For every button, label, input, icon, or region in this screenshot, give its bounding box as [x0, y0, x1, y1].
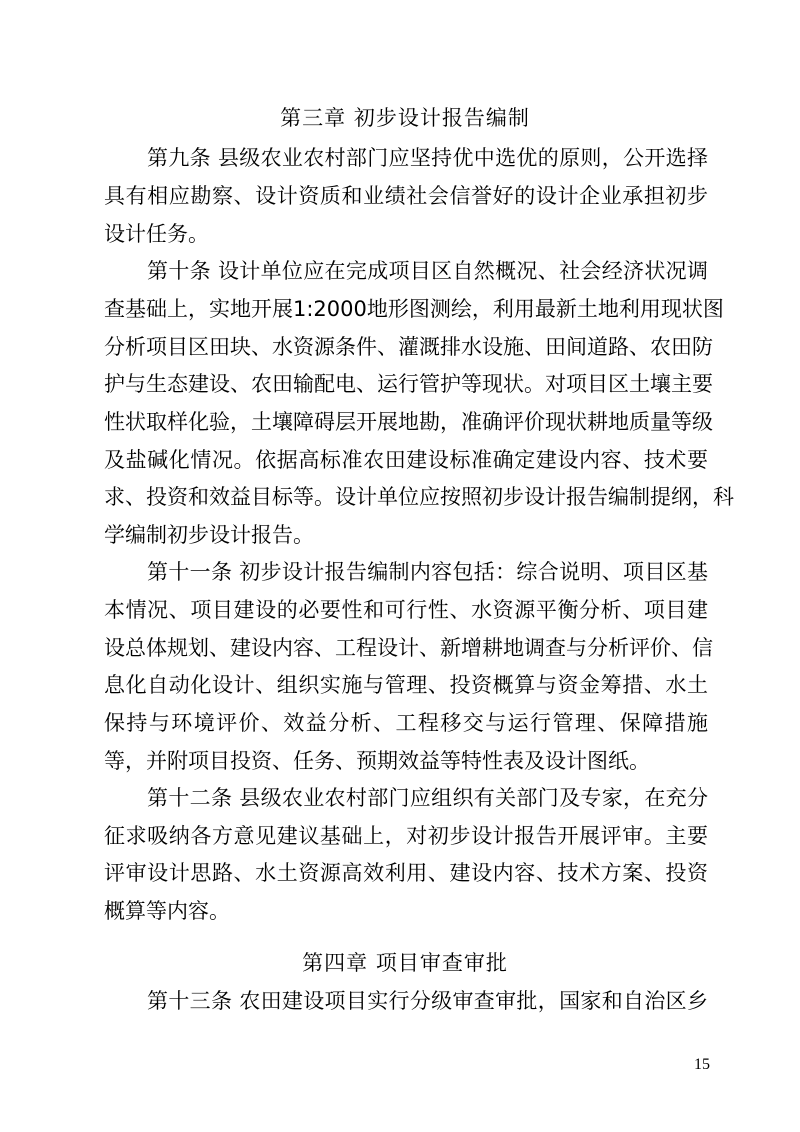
- paragraph-line: 分析项目区田块、水资源条件、灌溉排水设施、田间道路、农田防: [104, 335, 713, 359]
- paragraph-line: 查基础上，实地开展1:2000地形图测绘，利用最新土地利用现状图: [104, 297, 724, 321]
- paragraph-line: 设总体规划、建设内容、工程设计、新增耕地调查与分析评价、信: [104, 636, 713, 660]
- paragraph-line: 本情况、项目建设的必要性和可行性、水资源平衡分析、项目建: [104, 598, 708, 622]
- paragraph-line: 第十一条 初步设计报告编制内容包括：综合说明、项目区基: [147, 560, 708, 584]
- chapter-4-heading: 第四章 项目审查审批: [302, 951, 508, 975]
- paragraph-line: 第十二条 县级农业农村部门应组织有关部门及专家，在充分: [147, 786, 708, 810]
- paragraph-line: 概算等内容。: [104, 899, 230, 923]
- paragraph-line: 及盐碱化情况。依据高标准农田建设标准确定建设内容、技术要: [104, 448, 708, 472]
- paragraph-line: 求、投资和效益目标等。设计单位应按照初步设计报告编制提纲，科: [104, 485, 734, 509]
- paragraph-line: 具有相应勘察、设计资质和业绩社会信誉好的设计企业承担初步: [104, 184, 708, 208]
- paragraph-line: 第九条 县级农业农村部门应坚持优中选优的原则，公开选择: [147, 146, 708, 170]
- page-number: 15: [694, 1056, 710, 1073]
- paragraph-line: 性状取样化验，土壤障碍层开展地勘，准确评价现状耕地质量等级: [104, 410, 713, 434]
- paragraph-line: 等，并附项目投资、任务、预期效益等特性表及设计图纸。: [104, 749, 650, 773]
- paragraph-line: 护与生态建设、农田输配电、运行管护等现状。对项目区土壤主要: [104, 372, 713, 396]
- paragraph-line: 第十三条 农田建设项目实行分级审查审批，国家和自治区乡: [147, 989, 708, 1013]
- paragraph-line: 评审设计思路、水土资源高效利用、建设内容、技术方案、投资: [104, 861, 708, 885]
- paragraph-line: 保持与环境评价、效益分析、工程移交与运行管理、保障措施: [104, 711, 708, 735]
- paragraph-line: 设计任务。: [104, 222, 209, 246]
- paragraph-line: 息化自动化设计、组织实施与管理、投资概算与资金筹措、水土: [104, 673, 708, 697]
- paragraph-line: 学编制初步设计报告。: [104, 523, 314, 547]
- chapter-3-heading: 第三章 初步设计报告编制: [280, 106, 530, 130]
- paragraph-line: 第十条 设计单位应在完成项目区自然概况、社会经济状况调: [147, 259, 708, 283]
- paragraph-line: 征求吸纳各方意见建议基础上，对初步设计报告开展评审。主要: [104, 824, 708, 848]
